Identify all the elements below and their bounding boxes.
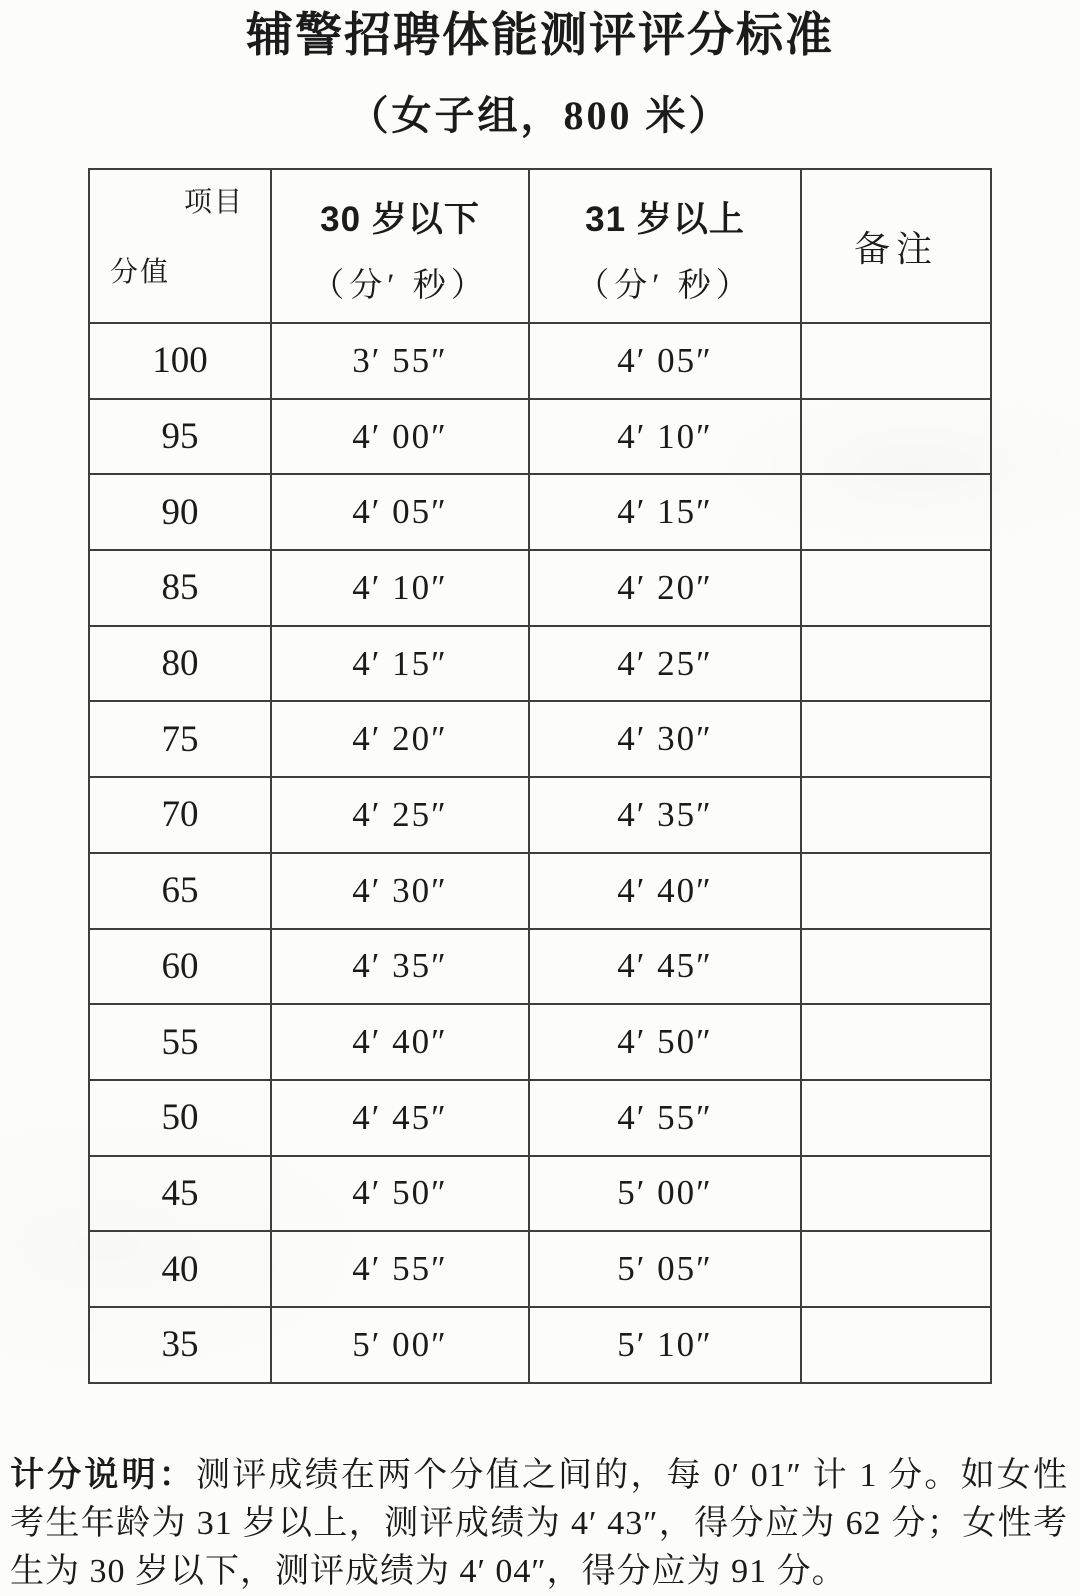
score-cell: 90 [89, 474, 271, 550]
remark-cell [801, 853, 991, 929]
column-header-under30-label: 30 岁以下 [320, 200, 480, 239]
score-cell: 65 [89, 853, 271, 929]
over31-time-cell: 4′ 50″ [529, 1004, 801, 1080]
under30-time-cell: 4′ 00″ [271, 399, 529, 475]
score-cell: 100 [89, 323, 271, 399]
table-row [89, 853, 991, 929]
table-row [89, 1080, 991, 1156]
under30-time-cell: 4′ 20″ [271, 701, 529, 777]
over31-time-cell: 5′ 05″ [529, 1231, 801, 1307]
column-header-over31 [529, 169, 801, 323]
over31-time-cell: 4′ 40″ [529, 853, 801, 929]
table-row [89, 701, 991, 777]
score-cell: 95 [89, 399, 271, 475]
score-cell: 40 [89, 1231, 271, 1307]
table-header-row [89, 169, 991, 323]
score-cell: 75 [89, 701, 271, 777]
under30-time-cell: 5′ 00″ [271, 1307, 529, 1383]
remark-cell [801, 399, 991, 475]
over31-time-cell: 4′ 05″ [529, 323, 801, 399]
table-row [89, 626, 991, 702]
score-cell: 70 [89, 777, 271, 853]
under30-time-cell: 4′ 35″ [271, 929, 529, 1005]
remark-cell [801, 1307, 991, 1383]
table-row [89, 323, 991, 399]
score-cell: 50 [89, 1080, 271, 1156]
remark-cell [801, 1080, 991, 1156]
table-row [89, 1004, 991, 1080]
note-paragraph [10, 1452, 1068, 1596]
remark-cell [801, 701, 991, 777]
table-row [89, 474, 991, 550]
corner-label-score: 分值 [110, 257, 171, 288]
over31-time-cell: 4′ 10″ [529, 399, 801, 475]
column-header-remark: 备注 [801, 169, 991, 323]
remark-cell [801, 1231, 991, 1307]
table-row [89, 1307, 991, 1383]
corner-cell [89, 169, 271, 323]
table-row [89, 1156, 991, 1232]
corner-label-project: 项目 [183, 187, 244, 218]
under30-time-cell: 4′ 50″ [271, 1156, 529, 1232]
score-cell: 35 [89, 1307, 271, 1383]
remark-cell [801, 550, 991, 626]
over31-time-cell: 4′ 20″ [529, 550, 801, 626]
remark-cell [801, 474, 991, 550]
note-text: 测评成绩在两个分值之间的，每 0′ 01″ 计 1 分。如女性考生年龄为 31 岁以上，测评成绩为 4′ 43″，得分应为 62 分；女性考生为 30 岁以下，测评成绩为 4′ 04″，得分应为 91 分。 [10, 1457, 1068, 1590]
score-table [88, 168, 992, 1384]
over31-time-cell: 4′ 55″ [529, 1080, 801, 1156]
over31-time-cell: 4′ 35″ [529, 777, 801, 853]
under30-time-cell: 4′ 55″ [271, 1231, 529, 1307]
under30-time-cell: 4′ 40″ [271, 1004, 529, 1080]
column-header-over31-unit: （分′ 秒） [576, 268, 754, 304]
under30-time-cell: 4′ 05″ [271, 474, 529, 550]
remark-cell [801, 323, 991, 399]
over31-time-cell: 4′ 30″ [529, 701, 801, 777]
remark-cell [801, 777, 991, 853]
page-subtitle: （女子组，800 米） [348, 93, 732, 139]
column-header-over31-label: 31 岁以上 [585, 200, 745, 239]
over31-time-cell: 4′ 25″ [529, 626, 801, 702]
score-table-body [89, 323, 991, 1383]
score-cell: 60 [89, 929, 271, 1005]
page-title: 辅警招聘体能测评评分标准 [246, 8, 834, 61]
column-header-under30 [271, 169, 529, 323]
over31-time-cell: 5′ 10″ [529, 1307, 801, 1383]
remark-cell [801, 626, 991, 702]
score-cell: 45 [89, 1156, 271, 1232]
under30-time-cell: 4′ 25″ [271, 777, 529, 853]
column-header-under30-unit: （分′ 秒） [311, 268, 489, 304]
remark-cell [801, 1004, 991, 1080]
under30-time-cell: 4′ 10″ [271, 550, 529, 626]
remark-cell [801, 1156, 991, 1232]
under30-time-cell: 4′ 30″ [271, 853, 529, 929]
remark-cell [801, 929, 991, 1005]
under30-time-cell: 4′ 15″ [271, 626, 529, 702]
table-row [89, 550, 991, 626]
table-row [89, 929, 991, 1005]
score-cell: 55 [89, 1004, 271, 1080]
over31-time-cell: 4′ 45″ [529, 929, 801, 1005]
score-cell: 85 [89, 550, 271, 626]
table-row [89, 399, 991, 475]
score-cell: 80 [89, 626, 271, 702]
over31-time-cell: 4′ 15″ [529, 474, 801, 550]
over31-time-cell: 5′ 00″ [529, 1156, 801, 1232]
under30-time-cell: 3′ 55″ [271, 323, 529, 399]
note-label: 计分说明： [10, 1457, 197, 1494]
table-row [89, 777, 991, 853]
table-row [89, 1231, 991, 1307]
under30-time-cell: 4′ 45″ [271, 1080, 529, 1156]
